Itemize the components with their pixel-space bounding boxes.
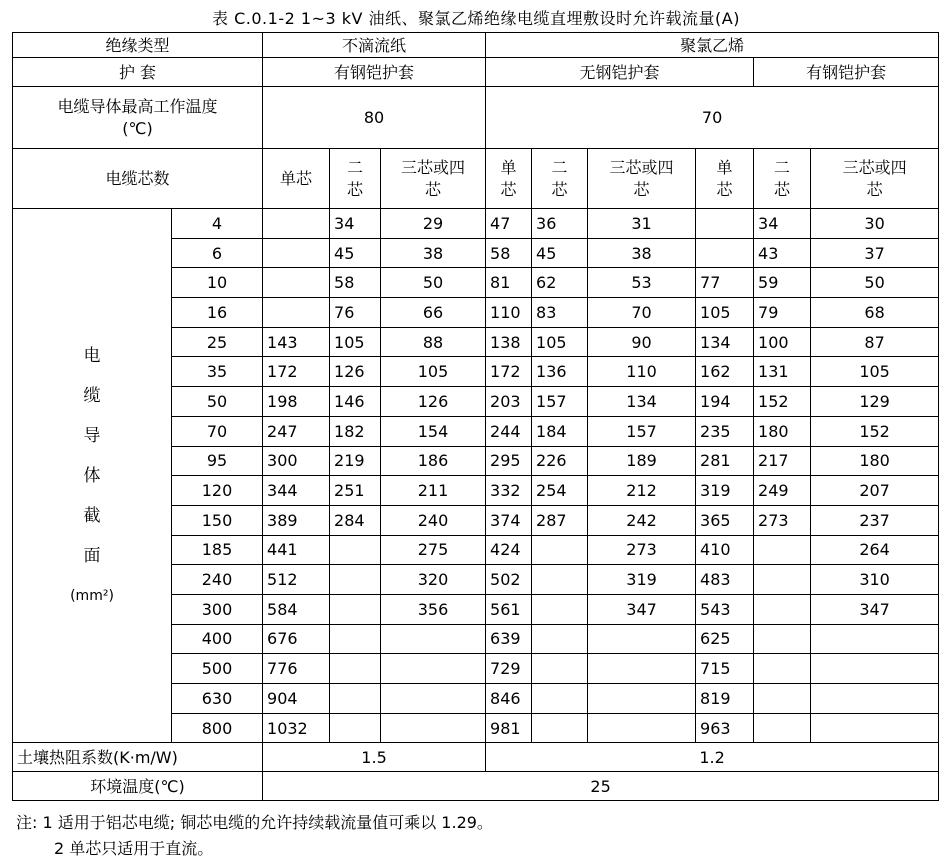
ampacity-cell-p1: 512 — [263, 565, 330, 595]
section-label — [13, 209, 172, 743]
temp-paper: 80 — [263, 87, 486, 149]
ampacity-cell-p1: 1032 — [263, 713, 330, 743]
conductor-size: 300 — [172, 594, 263, 624]
paper-three-core-line2: 芯 — [425, 179, 442, 199]
ampacity-cell-n3: 347 — [588, 594, 696, 624]
soil-resistivity-paper: 1.5 — [263, 743, 486, 772]
ampacity-cell-s2: 249 — [754, 476, 811, 506]
section-label-char: 截 — [83, 505, 101, 526]
ampacity-cell-s2: 152 — [754, 387, 811, 417]
ampacity-cell-p3: 105 — [381, 357, 486, 387]
conductor-size: 630 — [172, 684, 263, 714]
paper-three-core-line1: 三芯或四 — [401, 157, 466, 177]
ampacity-cell-p3: 38 — [381, 238, 486, 268]
ampacity-cell-s1: 235 — [696, 416, 754, 446]
ampacity-cell-p3 — [381, 654, 486, 684]
ampacity-cell-n1: 81 — [486, 268, 532, 298]
ampacity-cell-s2: 273 — [754, 505, 811, 535]
ampacity-cell-n2 — [532, 684, 588, 714]
ampacity-cell-n1: 729 — [486, 654, 532, 684]
ampacity-cell-p3: 240 — [381, 505, 486, 535]
ampacity-cell-p3 — [381, 713, 486, 743]
pvc-armored-two-core — [754, 149, 811, 209]
pvc-unarmored-three-core-line1: 三芯或四 — [609, 157, 674, 177]
conductor-size: 35 — [172, 357, 263, 387]
section-label-char: 体 — [83, 465, 101, 486]
pvc-armored-single-core-line2: 芯 — [716, 179, 733, 199]
ampacity-cell-s2 — [754, 535, 811, 565]
ampacity-cell-n3: 110 — [588, 357, 696, 387]
paper-two-core-line1: 二 — [347, 157, 364, 177]
ampacity-cell-s3 — [811, 624, 939, 654]
sheath-label: 护 套 — [13, 58, 263, 87]
insulation-type-label: 绝缘类型 — [13, 33, 263, 58]
ampacity-cell-s3: 310 — [811, 565, 939, 595]
ampacity-cell-n2 — [532, 594, 588, 624]
ampacity-cell-p3: 50 — [381, 268, 486, 298]
ampacity-cell-s1: 105 — [696, 298, 754, 328]
ampacity-cell-s1: 162 — [696, 357, 754, 387]
ampacity-cell-s2 — [754, 654, 811, 684]
ampacity-cell-s1: 194 — [696, 387, 754, 417]
ampacity-cell-n1: 244 — [486, 416, 532, 446]
ampacity-cell-n1: 138 — [486, 327, 532, 357]
ampacity-cell-n3 — [588, 684, 696, 714]
ampacity-cell-p3: 211 — [381, 476, 486, 506]
table-row — [13, 209, 939, 239]
ampacity-cell-p1: 344 — [263, 476, 330, 506]
ampacity-cell-n1: 172 — [486, 357, 532, 387]
pvc-armored-two-core-line1: 二 — [774, 157, 791, 177]
insulation-paper: 不滴流纸 — [263, 33, 486, 58]
pvc-unarmored-single-core — [486, 149, 532, 209]
max-temp-label-line2: (℃) — [122, 118, 153, 138]
ampacity-cell-p3: 186 — [381, 446, 486, 476]
ampacity-cell-n3: 212 — [588, 476, 696, 506]
ampacity-cell-p3: 29 — [381, 209, 486, 239]
ampacity-cell-n3: 319 — [588, 565, 696, 595]
ampacity-cell-s3: 264 — [811, 535, 939, 565]
ampacity-cell-p3: 126 — [381, 387, 486, 417]
soil-resistivity-pvc: 1.2 — [486, 743, 939, 772]
ampacity-cell-s1: 543 — [696, 594, 754, 624]
ampacity-cell-p2 — [330, 654, 381, 684]
ampacity-cell-s3 — [811, 713, 939, 743]
conductor-size: 16 — [172, 298, 263, 328]
table-caption: 表 C.0.1-2 1~3 kV 油纸、聚氯乙烯绝缘电缆直埋敷设时允许载流量(A) — [212, 9, 740, 28]
conductor-size: 10 — [172, 268, 263, 298]
ampacity-cell-n1: 47 — [486, 209, 532, 239]
ampacity-cell-n2 — [532, 535, 588, 565]
soil-resistivity-row — [13, 743, 939, 772]
ampacity-cell-s3: 152 — [811, 416, 939, 446]
ampacity-cell-n1: 203 — [486, 387, 532, 417]
ampacity-cell-p2: 219 — [330, 446, 381, 476]
ampacity-cell-n1: 110 — [486, 298, 532, 328]
note-1: 注: 1 适用于铝芯电缆; 铜芯电缆的允许持续载流量值可乘以 1.29。 — [16, 813, 493, 832]
section-label-char: 缆 — [83, 385, 101, 406]
ampacity-cell-n2: 62 — [532, 268, 588, 298]
ampacity-cell-n3: 189 — [588, 446, 696, 476]
ampacity-cell-n3 — [588, 713, 696, 743]
conductor-size: 95 — [172, 446, 263, 476]
ampacity-cell-n2: 157 — [532, 387, 588, 417]
ampacity-cell-s2: 217 — [754, 446, 811, 476]
ampacity-cell-p2: 284 — [330, 505, 381, 535]
ampacity-cell-s3: 129 — [811, 387, 939, 417]
ampacity-cell-s1: 281 — [696, 446, 754, 476]
ampacity-cell-p1 — [263, 238, 330, 268]
ampacity-cell-n3: 53 — [588, 268, 696, 298]
ampacity-cell-s3 — [811, 684, 939, 714]
conductor-size: 185 — [172, 535, 263, 565]
ampacity-cell-p2: 58 — [330, 268, 381, 298]
ambient-temp-value: 25 — [263, 772, 939, 801]
ampacity-cell-n1: 424 — [486, 535, 532, 565]
ampacity-cell-n1: 561 — [486, 594, 532, 624]
pvc-unarmored-two-core-line1: 二 — [551, 157, 568, 177]
ampacity-cell-s1: 319 — [696, 476, 754, 506]
header-row-sheath — [13, 58, 939, 87]
ampacity-cell-p2: 146 — [330, 387, 381, 417]
insulation-pvc: 聚氯乙烯 — [486, 33, 939, 58]
conductor-size: 240 — [172, 565, 263, 595]
ampacity-cell-n1: 981 — [486, 713, 532, 743]
pvc-armored-three-core — [811, 149, 939, 209]
ampacity-cell-s2: 59 — [754, 268, 811, 298]
ampacity-cell-s1: 963 — [696, 713, 754, 743]
ampacity-cell-n2 — [532, 654, 588, 684]
ampacity-cell-n3: 38 — [588, 238, 696, 268]
sheath-paper-armored: 有钢铠护套 — [263, 58, 486, 87]
ampacity-cell-s1: 77 — [696, 268, 754, 298]
section-label-char: (mm²) — [70, 587, 114, 604]
ampacity-cell-s2: 34 — [754, 209, 811, 239]
conductor-size: 50 — [172, 387, 263, 417]
ampacity-cell-s3: 68 — [811, 298, 939, 328]
ampacity-cell-p3: 356 — [381, 594, 486, 624]
pvc-armored-single-core-line1: 单 — [716, 157, 733, 177]
ampacity-cell-p2: 251 — [330, 476, 381, 506]
ampacity-cell-p1: 300 — [263, 446, 330, 476]
ampacity-cell-s3: 180 — [811, 446, 939, 476]
ampacity-cell-p1 — [263, 268, 330, 298]
ampacity-cell-s1: 134 — [696, 327, 754, 357]
ampacity-cell-s1: 819 — [696, 684, 754, 714]
ampacity-cell-n1: 295 — [486, 446, 532, 476]
ampacity-cell-n2: 136 — [532, 357, 588, 387]
table-notes — [16, 810, 493, 862]
ampacity-cell-s3: 105 — [811, 357, 939, 387]
ampacity-cell-p3: 88 — [381, 327, 486, 357]
ampacity-cell-n2 — [532, 624, 588, 654]
pvc-unarmored-two-core — [532, 149, 588, 209]
ampacity-cell-s3: 237 — [811, 505, 939, 535]
ampacity-cell-n2: 184 — [532, 416, 588, 446]
ampacity-cell-n1: 374 — [486, 505, 532, 535]
ampacity-cell-n1: 846 — [486, 684, 532, 714]
ampacity-cell-p3 — [381, 684, 486, 714]
ampacity-cell-s2 — [754, 713, 811, 743]
paper-two-core-line2: 芯 — [347, 179, 364, 199]
ampacity-cell-s2: 131 — [754, 357, 811, 387]
note-2: 2 单芯只适用于直流。 — [54, 839, 214, 858]
ampacity-cell-s1: 365 — [696, 505, 754, 535]
pvc-armored-three-core-line1: 三芯或四 — [842, 157, 907, 177]
sheath-pvc-armored: 有钢铠护套 — [754, 58, 939, 87]
pvc-unarmored-three-core-line2: 芯 — [633, 179, 650, 199]
ampacity-cell-p2: 34 — [330, 209, 381, 239]
header-row-cores — [13, 149, 939, 209]
paper-three-core — [381, 149, 486, 209]
conductor-size: 150 — [172, 505, 263, 535]
ampacity-cell-s3: 37 — [811, 238, 939, 268]
pvc-unarmored-single-core-line1: 单 — [500, 157, 517, 177]
conductor-size: 400 — [172, 624, 263, 654]
paper-two-core — [330, 149, 381, 209]
ampacity-cell-n3: 134 — [588, 387, 696, 417]
ampacity-cell-n2 — [532, 713, 588, 743]
ampacity-cell-n2: 45 — [532, 238, 588, 268]
max-temp-label — [13, 87, 263, 149]
ampacity-cell-s3 — [811, 654, 939, 684]
ampacity-cell-p3 — [381, 624, 486, 654]
max-temp-label-line1: 电缆导体最高工作温度 — [57, 96, 218, 116]
ampacity-cell-s2 — [754, 565, 811, 595]
ampacity-cell-n3 — [588, 654, 696, 684]
ampacity-cell-s2: 79 — [754, 298, 811, 328]
ampacity-cell-p2 — [330, 594, 381, 624]
ampacity-cell-p1: 172 — [263, 357, 330, 387]
ampacity-cell-s2: 43 — [754, 238, 811, 268]
ampacity-cell-p1: 776 — [263, 654, 330, 684]
soil-resistivity-label: 土壤热阻系数(K·m/W) — [13, 743, 263, 772]
section-label-char: 电 — [83, 345, 101, 366]
ampacity-cell-s2 — [754, 624, 811, 654]
header-row-temperature — [13, 87, 939, 149]
ampacity-cell-n3: 157 — [588, 416, 696, 446]
ampacity-table — [12, 32, 939, 801]
conductor-size: 800 — [172, 713, 263, 743]
ampacity-cell-n2: 105 — [532, 327, 588, 357]
ampacity-cell-p1: 198 — [263, 387, 330, 417]
ampacity-cell-s1: 625 — [696, 624, 754, 654]
ampacity-cell-p3: 66 — [381, 298, 486, 328]
pvc-armored-two-core-line2: 芯 — [774, 179, 791, 199]
ampacity-cell-n3: 90 — [588, 327, 696, 357]
conductor-size: 70 — [172, 416, 263, 446]
ampacity-cell-n3 — [588, 624, 696, 654]
ampacity-cell-p1: 584 — [263, 594, 330, 624]
ampacity-cell-p3: 320 — [381, 565, 486, 595]
ampacity-cell-s1 — [696, 238, 754, 268]
ampacity-cell-s1: 410 — [696, 535, 754, 565]
pvc-armored-three-core-line2: 芯 — [866, 179, 883, 199]
header-row-insulation — [13, 33, 939, 58]
temp-pvc: 70 — [486, 87, 939, 149]
ampacity-cell-p1 — [263, 298, 330, 328]
ampacity-cell-n1: 502 — [486, 565, 532, 595]
ampacity-cell-s3: 347 — [811, 594, 939, 624]
conductor-size: 120 — [172, 476, 263, 506]
ampacity-cell-p2 — [330, 535, 381, 565]
ampacity-cell-n2: 287 — [532, 505, 588, 535]
ampacity-cell-s1: 715 — [696, 654, 754, 684]
ampacity-cell-n2 — [532, 565, 588, 595]
ampacity-cell-s3: 87 — [811, 327, 939, 357]
ampacity-cell-n3: 242 — [588, 505, 696, 535]
ambient-temp-row — [13, 772, 939, 801]
ampacity-cell-s3: 30 — [811, 209, 939, 239]
ampacity-cell-s3: 207 — [811, 476, 939, 506]
ampacity-cell-n2: 226 — [532, 446, 588, 476]
ampacity-cell-n3: 273 — [588, 535, 696, 565]
ampacity-cell-n2: 254 — [532, 476, 588, 506]
ampacity-cell-s2: 180 — [754, 416, 811, 446]
ampacity-cell-p3: 154 — [381, 416, 486, 446]
ampacity-cell-p1 — [263, 209, 330, 239]
pvc-armored-single-core — [696, 149, 754, 209]
ampacity-cell-n1: 332 — [486, 476, 532, 506]
ampacity-cell-p1: 904 — [263, 684, 330, 714]
ampacity-cell-s2: 100 — [754, 327, 811, 357]
ampacity-cell-s2 — [754, 684, 811, 714]
ampacity-cell-p2: 126 — [330, 357, 381, 387]
ampacity-cell-p2 — [330, 624, 381, 654]
ampacity-cell-s1: 483 — [696, 565, 754, 595]
ampacity-cell-n3: 70 — [588, 298, 696, 328]
ampacity-cell-n2: 83 — [532, 298, 588, 328]
ampacity-cell-s2 — [754, 594, 811, 624]
pvc-unarmored-two-core-line2: 芯 — [551, 179, 568, 199]
sheath-pvc-unarmored: 无钢铠护套 — [486, 58, 754, 87]
ampacity-cell-p1: 247 — [263, 416, 330, 446]
ampacity-cell-p2 — [330, 713, 381, 743]
conductor-size: 25 — [172, 327, 263, 357]
ampacity-cell-p2 — [330, 565, 381, 595]
pvc-unarmored-three-core — [588, 149, 696, 209]
ampacity-cell-n1: 58 — [486, 238, 532, 268]
ampacity-cell-s3: 50 — [811, 268, 939, 298]
ampacity-cell-s1 — [696, 209, 754, 239]
ampacity-cell-p1: 143 — [263, 327, 330, 357]
section-label-char: 导 — [83, 425, 101, 446]
ampacity-cell-p1: 676 — [263, 624, 330, 654]
ampacity-cell-p3: 275 — [381, 535, 486, 565]
ampacity-cell-p2 — [330, 684, 381, 714]
ampacity-cell-n1: 639 — [486, 624, 532, 654]
section-label-char: 面 — [83, 545, 101, 566]
conductor-size: 6 — [172, 238, 263, 268]
ampacity-cell-p2: 182 — [330, 416, 381, 446]
cores-label: 电缆芯数 — [13, 149, 263, 209]
ambient-temp-label: 环境温度(℃) — [13, 772, 263, 801]
ampacity-cell-p2: 45 — [330, 238, 381, 268]
ampacity-cell-p1: 441 — [263, 535, 330, 565]
paper-single-core: 单芯 — [263, 149, 330, 209]
ampacity-cell-p2: 105 — [330, 327, 381, 357]
pvc-unarmored-single-core-line2: 芯 — [500, 179, 517, 199]
ampacity-cell-p1: 389 — [263, 505, 330, 535]
conductor-size: 500 — [172, 654, 263, 684]
ampacity-cell-p2: 76 — [330, 298, 381, 328]
ampacity-cell-n2: 36 — [532, 209, 588, 239]
conductor-size: 4 — [172, 209, 263, 239]
ampacity-cell-n3: 31 — [588, 209, 696, 239]
